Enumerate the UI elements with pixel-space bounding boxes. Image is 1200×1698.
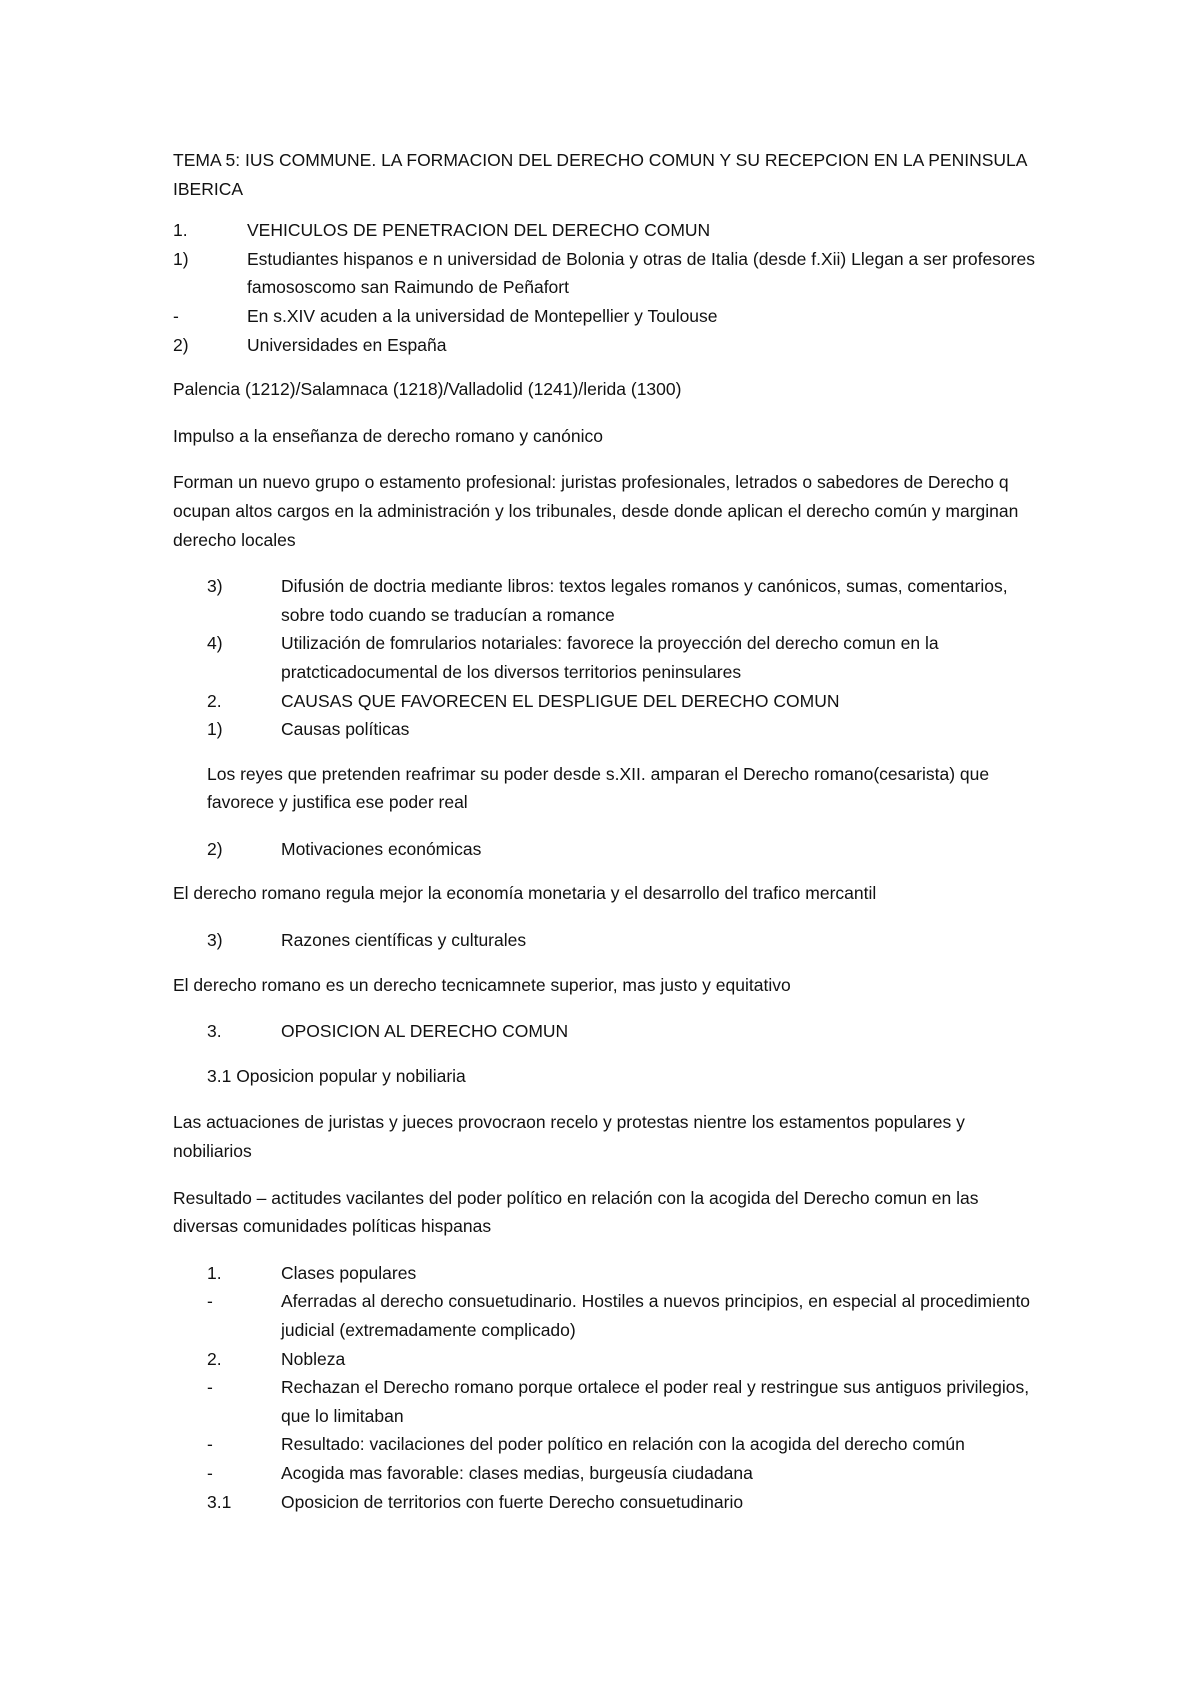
list-item-text: Resultado: vacilaciones del poder político en relación con la acogida del derecho común: [281, 1434, 965, 1455]
list-item: [173, 302, 1043, 331]
list-marker: 2): [173, 334, 189, 355]
list-item-text: En s.XIV acuden a la universidad de Montepellier y Toulouse: [247, 305, 718, 326]
list-marker: -: [207, 1377, 213, 1398]
list-marker: 2): [207, 838, 223, 859]
list-marker: -: [173, 305, 179, 326]
list-item: [207, 1259, 1043, 1288]
document-title: TEMA 5: IUS COMMUNE. LA FORMACION DEL DERECHO COMUN Y SU RECEPCION EN LA PENINSULA IBERICA: [173, 150, 1027, 199]
list-item-text: Universidades en España: [247, 334, 447, 355]
list-marker: 4): [207, 633, 223, 654]
list-item: [207, 835, 1043, 864]
list-item-text: Causas políticas: [281, 719, 410, 740]
list-item-text: Acogida mas favorable: clases medias, burgeusía ciudadana: [281, 1462, 753, 1483]
list-item-text: Utilización de fomrularios notariales: favorece la proyección del derecho comun en la pratcticadocumental de los diversos territorios peninsulares: [281, 633, 939, 682]
list-item-text: Nobleza: [281, 1348, 346, 1369]
list-item-text: Motivaciones económicas: [281, 838, 482, 859]
list-item: [207, 687, 1043, 716]
paragraph-jurists: Forman un nuevo grupo o estamento profesional: juristas profesionales, letrados o sabedores de Derecho q ocupan altos cargos en la administración y los tribunales, desde donde aplican el derecho común y marginan derecho locales: [173, 472, 1019, 550]
section-3-list: [173, 1259, 1043, 1516]
list-item-text: Clases populares: [281, 1262, 417, 1283]
list-item: [207, 1430, 1043, 1459]
list-marker: 3.: [207, 1021, 222, 1042]
list-item: [207, 1373, 1043, 1430]
list-item-text: VEHICULOS DE PENETRACION DEL DERECHO COMUN: [247, 220, 711, 241]
list-item: [207, 1287, 1043, 1344]
list-item-text: CAUSAS QUE FAVORECEN EL DESPLIGUE DEL DERECHO COMUN: [281, 690, 840, 711]
list-item: [207, 1017, 1043, 1046]
section-2-list: [173, 572, 1043, 744]
section-3-heading: [173, 1017, 1043, 1046]
subsection-heading: 3.1 Oposicion popular y nobiliaria: [207, 1065, 466, 1086]
paragraph-universities: Palencia (1212)/Salamnaca (1218)/Valladolid (1241)/lerida (1300): [173, 379, 682, 400]
list-marker: 2.: [207, 690, 222, 711]
paragraph-impulse: Impulso a la enseñanza de derecho romano y canónico: [173, 425, 603, 446]
paragraph-actions: Las actuaciones de juristas y jueces provocraon recelo y protestas nientre los estamentos populares y nobiliarios: [173, 1112, 965, 1162]
list-item: [173, 216, 1043, 245]
list-item-text: Aferradas al derecho consuetudinario. Hostiles a nuevos principios, en especial al procedimiento judicial (extremadamente complicado): [281, 1291, 1031, 1340]
list-item-text: OPOSICION AL DERECHO COMUN: [281, 1021, 569, 1042]
list-item: [207, 1345, 1043, 1374]
paragraph-kings: Los reyes que pretenden reafrimar su poder desde s.XII. amparan el Derecho romano(cesarista) que favorece y justifica ese poder real: [207, 763, 990, 813]
list-item: [207, 926, 1043, 955]
paragraph-economy: El derecho romano regula mejor la economía monetaria y el desarrollo del trafico mercantil: [173, 883, 877, 904]
list-item-text: Estudiantes hispanos e n universidad de Bolonia y otras de Italia (desde f.Xii) Llegan a ser profesores famososcomo san Raimundo de Peñafort: [247, 248, 1035, 298]
list-marker: 3): [207, 576, 223, 597]
list-marker: 1): [207, 719, 223, 740]
paragraph-superior: El derecho romano es un derecho tecnicamnete superior, mas justo y equitativo: [173, 974, 791, 995]
section-1-list: [173, 216, 1043, 359]
list-item: [207, 715, 1043, 744]
list-marker: 3.1: [207, 1491, 232, 1512]
list-item: [207, 629, 1043, 686]
document-body: [173, 146, 1043, 1516]
paragraph-result: Resultado – actitudes vacilantes del poder político en relación con la acogida del Derecho comun en las diversas comunidades políticas hispanas: [173, 1187, 979, 1237]
motivations-list: [173, 835, 1043, 864]
list-item-text: Rechazan el Derecho romano porque ortalece el poder real y restringue sus antiguos privilegios, que lo limitaban: [281, 1377, 1030, 1426]
list-item-text: Oposicion de territorios con fuerte Derecho consuetudinario: [281, 1491, 744, 1512]
reasons-list: [173, 926, 1043, 955]
list-item: [173, 331, 1043, 360]
list-marker: -: [207, 1462, 213, 1483]
list-marker: -: [207, 1291, 213, 1312]
list-item: [207, 572, 1043, 629]
list-marker: 1): [173, 248, 189, 269]
list-marker: -: [207, 1434, 213, 1455]
list-item-text: Difusión de doctria mediante libros: textos legales romanos y canónicos, sumas, comentarios, sobre todo cuando se traducían a romance: [281, 576, 1008, 625]
list-marker: 1.: [173, 220, 188, 241]
list-marker: 1.: [207, 1262, 222, 1283]
list-item-text: Razones científicas y culturales: [281, 930, 527, 951]
list-marker: 2.: [207, 1348, 222, 1369]
list-item: [207, 1459, 1043, 1488]
list-item: [173, 245, 1043, 302]
list-marker: 3): [207, 930, 223, 951]
list-item: [207, 1488, 1043, 1517]
